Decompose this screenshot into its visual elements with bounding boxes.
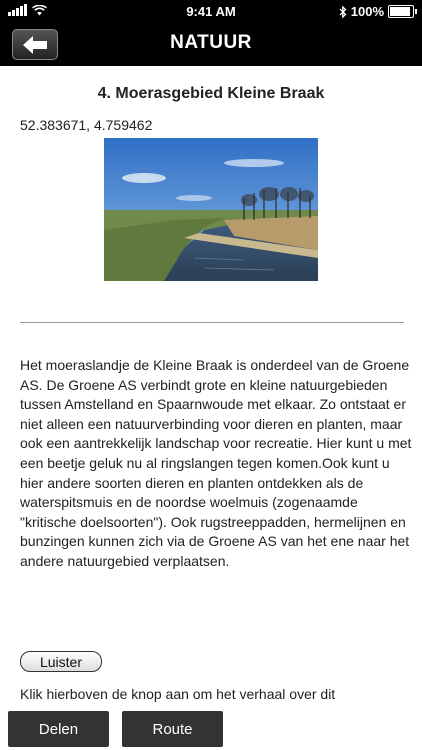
- location-photo: [104, 138, 318, 281]
- content-area[interactable]: [0, 66, 422, 706]
- footer-toolbar: [0, 706, 422, 750]
- bluetooth-icon: [339, 6, 347, 18]
- battery-fill: [390, 7, 410, 16]
- share-button[interactable]: Delen: [8, 711, 109, 747]
- status-time: 9:41 AM: [186, 4, 236, 19]
- battery-percent: 100%: [350, 4, 384, 19]
- app-header: [0, 0, 422, 66]
- status-bar: [0, 0, 422, 24]
- battery-icon: [388, 5, 414, 18]
- page-title: NATUUR: [170, 32, 252, 53]
- listen-hint-text: Klik hierboven de knop aan om het verhaal over dit: [20, 686, 336, 702]
- listen-button[interactable]: Luister: [20, 651, 102, 672]
- location-heading: 4. Moerasgebied Kleine Braak: [97, 85, 325, 102]
- route-button[interactable]: Route: [122, 711, 223, 747]
- divider: [20, 322, 404, 323]
- coordinates: 52.383671, 4.759462: [20, 117, 153, 133]
- description-text: Het moeraslandje de Kleine Braak is onderdeel van de Groene AS. De Groene AS verbindt grote en kleine natuurgebieden tussen Amstelland en Spaarnwoude met elkaar. Zo ontstaat er niet alleen een natuurverbinding voor dieren en planten, maar ook een aantrekkelijk landschap voor recreatie. Hier kunt u met een beetje geluk nu al ringslangen tegen komen.Ook kunt u hier andere soorten dieren en planten ontdekken als de waterspitsmuis en de noordse woelmuis (zogenaamde "kritische doelsoorten"). Ook rugstreeppadden, hermelijnen en bunzingen kunnen zich via de Groene AS van het ene naar het andere natuurgebied verplaatsen.: [20, 357, 412, 569]
